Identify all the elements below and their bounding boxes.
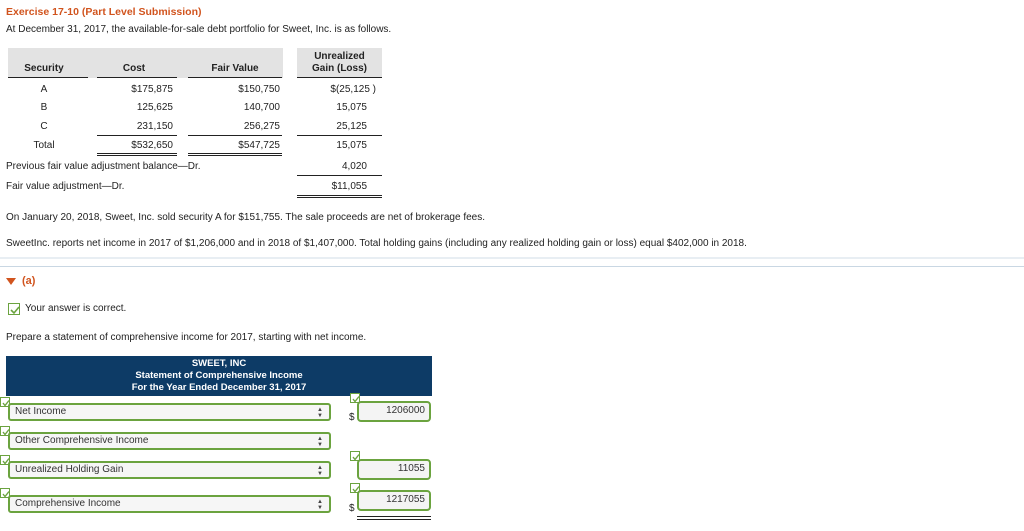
table-cell-security: B [40, 102, 48, 113]
previous-balance-label: Previous fair value adjustment balance—Dr. [6, 161, 201, 172]
dollar-sign: $ [349, 412, 355, 423]
table-cell-fair-value: $150,750 [238, 84, 280, 95]
sale-fact: On January 20, 2018, Sweet, Inc. sold security A for $151,755. The sale proceeds are net of brokerage fees. [6, 212, 485, 223]
exercise-title: Exercise 17-10 (Part Level Submission) [6, 6, 202, 18]
select-arrows-icon: ▲ ▼ [317, 436, 323, 448]
select-arrows-icon: ▲ ▼ [317, 465, 323, 477]
total-cost: $532,650 [131, 140, 173, 151]
table-cell-security: C [40, 121, 48, 132]
line-select-net-income[interactable]: Net Income ▲ ▼ [8, 403, 331, 421]
exercise-intro: At December 31, 2017, the available-for-sale debt portfolio for Sweet, Inc. is as follows. [6, 24, 392, 35]
unrealized-gain-amount-input[interactable]: 11055 [357, 459, 431, 480]
select-arrows-icon: ▲ ▼ [317, 407, 323, 419]
table-cell-fair-value: 256,275 [243, 121, 280, 132]
table-cell-cost: $175,875 [131, 84, 173, 95]
total-label: Total [33, 140, 55, 151]
table-cell-security: A [40, 84, 48, 95]
part-a-toggle[interactable] [6, 275, 35, 287]
header-cost: Cost [122, 63, 146, 74]
total-gain: 15,075 [336, 140, 367, 151]
line-select-unrealized-holding-gain[interactable]: Unrealized Holding Gain ▲ ▼ [8, 461, 331, 479]
header-gain-loss: Gain (Loss) [311, 63, 367, 74]
comprehensive-income-amount-input[interactable]: 1217055 [357, 490, 431, 511]
table-cell-cost: 125,625 [136, 102, 173, 113]
collapse-triangle-icon [6, 278, 16, 285]
adjustment-value: $11,055 [331, 181, 367, 192]
statement-name: Statement of Comprehensive Income [135, 370, 303, 381]
feedback-text: Your answer is correct. [25, 303, 127, 314]
divider [0, 257, 1024, 259]
correct-check-icon [8, 303, 20, 315]
divider [0, 266, 1024, 267]
statement-header [6, 356, 432, 396]
line-select-comprehensive-income[interactable]: Comprehensive Income ▲ ▼ [8, 495, 331, 513]
line-select-other-comprehensive-income[interactable]: Other Comprehensive Income ▲ ▼ [8, 432, 331, 450]
part-a-label: (a) [22, 275, 36, 287]
net-income-amount-input[interactable]: 1206000 [357, 401, 431, 422]
table-cell-gain: 25,125 [336, 121, 367, 132]
previous-balance-value: 4,020 [341, 161, 367, 172]
header-security: Security [24, 63, 64, 74]
table-cell-cost: 231,150 [136, 121, 173, 132]
instruction-text: Prepare a statement of comprehensive income for 2017, starting with net income. [6, 332, 367, 343]
table-cell-gain: 15,075 [336, 102, 367, 113]
table-cell-fair-value: 140,700 [243, 102, 280, 113]
adjustment-label: Fair value adjustment—Dr. [6, 181, 125, 192]
header-fair-value: Fair Value [211, 63, 259, 74]
statement-period: For the Year Ended December 31, 2017 [131, 382, 307, 393]
income-fact: SweetInc. reports net income in 2017 of $1,206,000 and in 2018 of $1,407,000. Total holding gains (including any realized holding gain or loss) equal $402,000 in 2018. [6, 238, 747, 249]
header-unrealized: Unrealized [314, 51, 365, 62]
select-arrows-icon: ▲ ▼ [317, 499, 323, 511]
total-fair-value: $547,725 [238, 140, 280, 151]
statement-company: SWEET, INC [191, 358, 247, 369]
dollar-sign: $ [349, 503, 355, 514]
table-cell-gain: $(25,125 ) [330, 84, 376, 95]
